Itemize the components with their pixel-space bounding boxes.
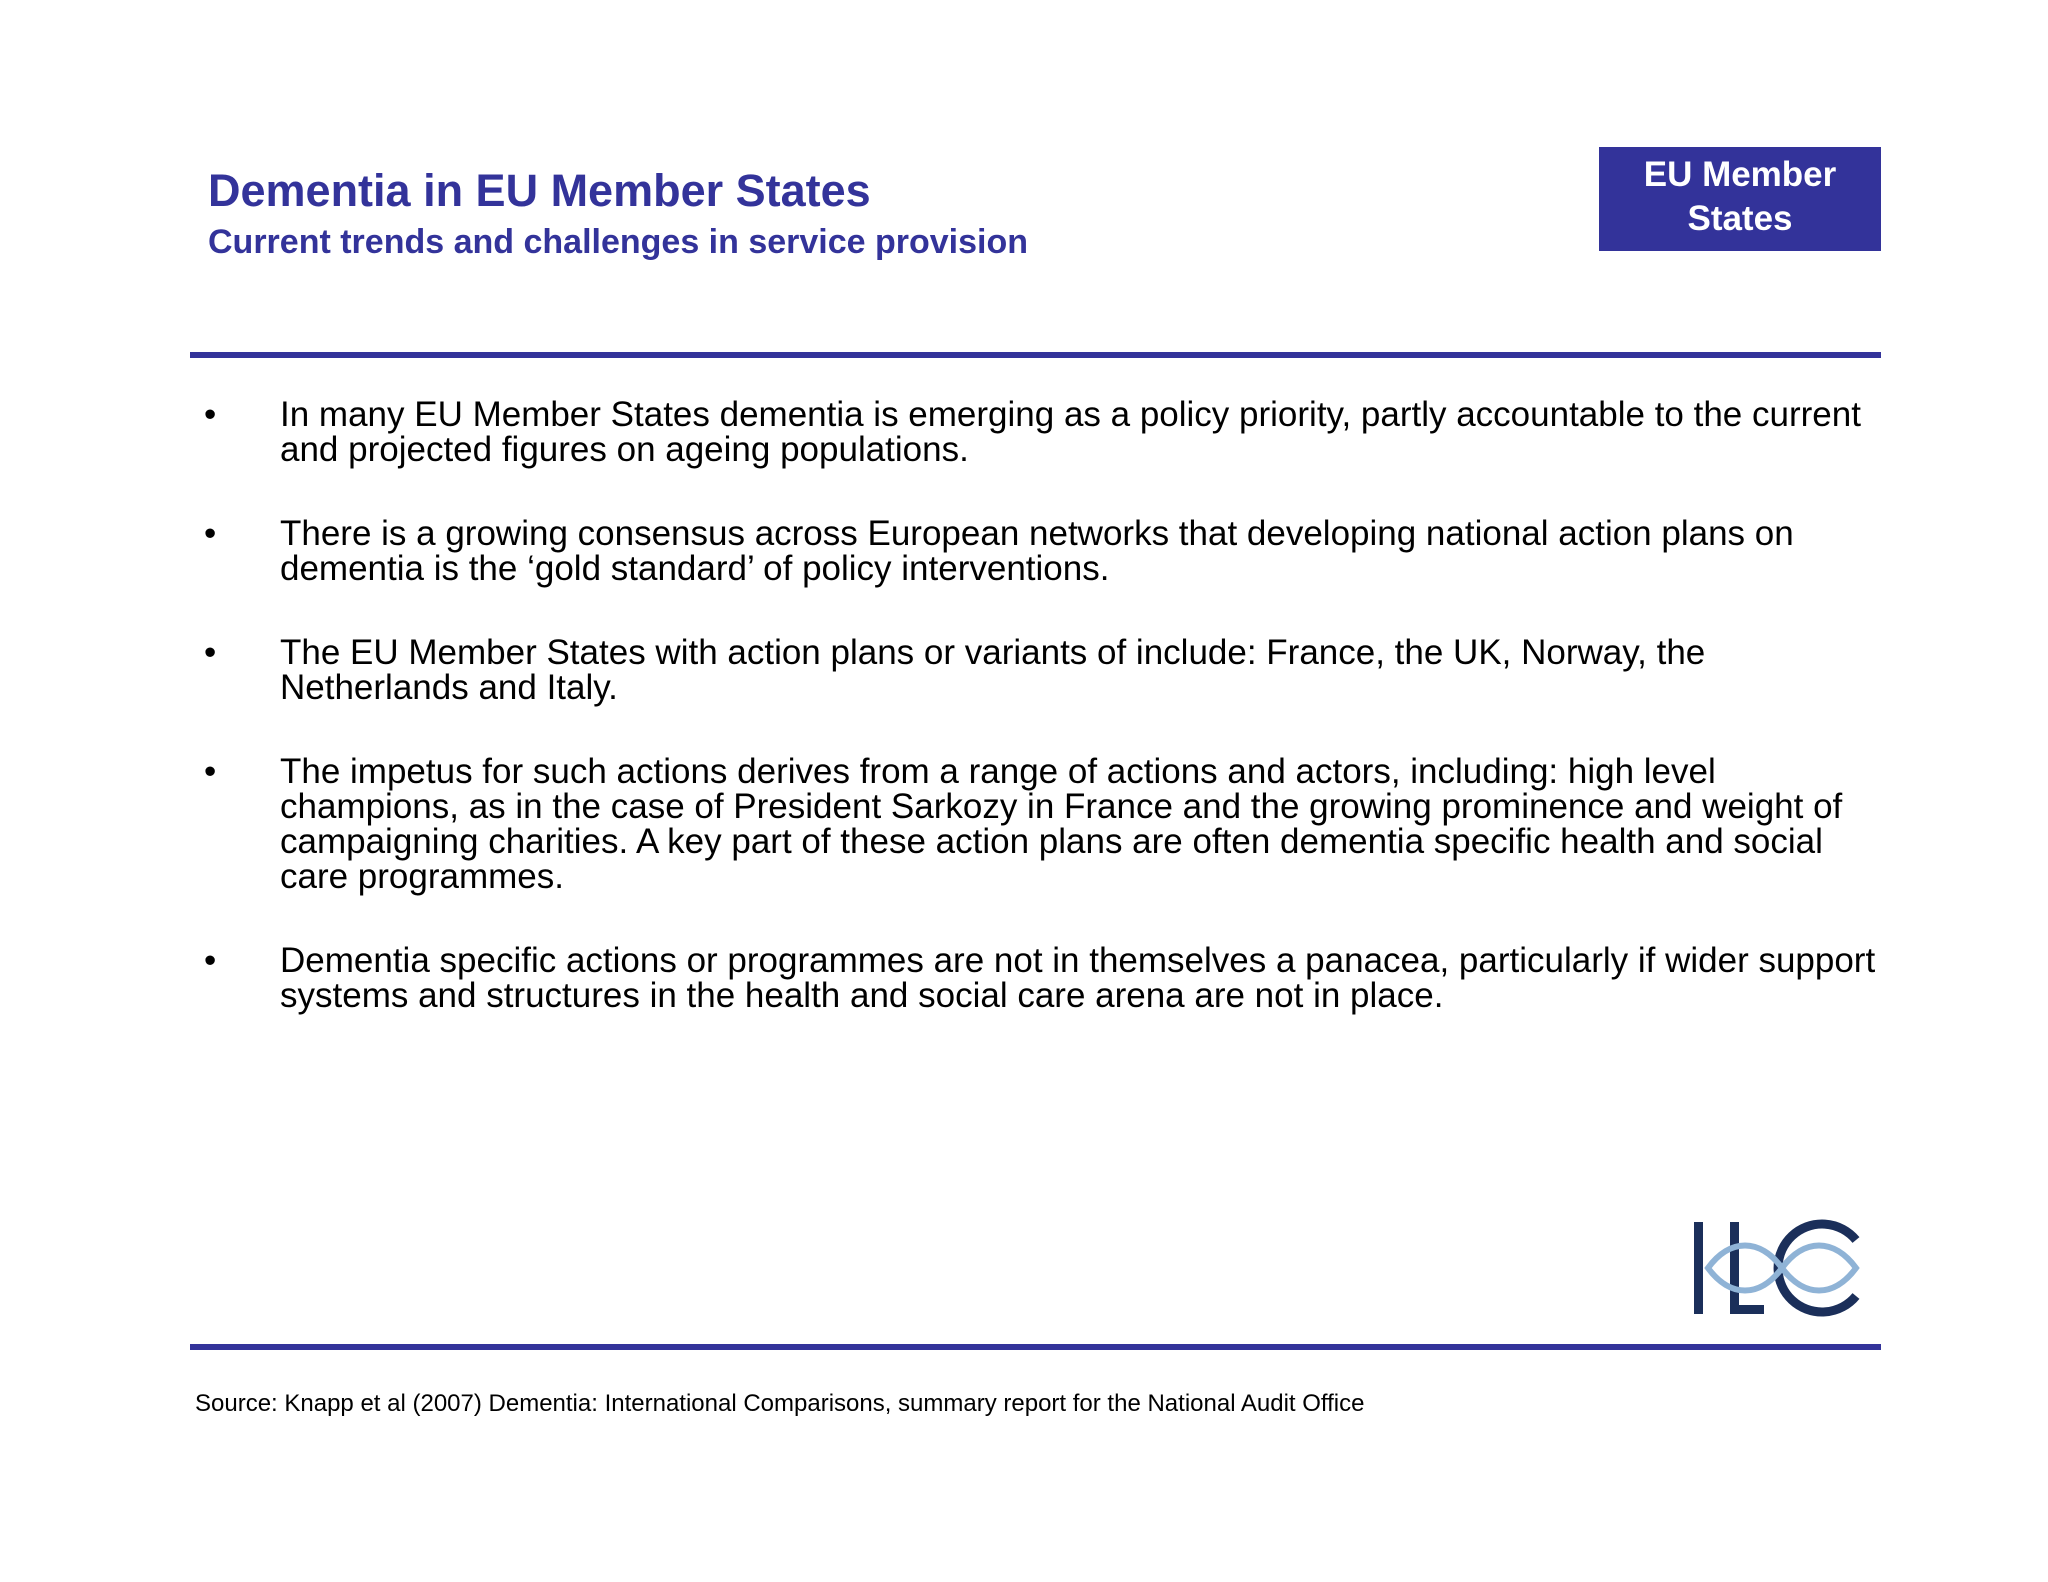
top-divider bbox=[190, 352, 1881, 358]
section-badge-line-1: EU Member bbox=[1643, 155, 1837, 194]
section-badge-line-2: States bbox=[1687, 199, 1793, 238]
bullet-text: In many EU Member States dementia is emerging as a policy priority, partly accountable to the current and projected figures on ageing populations. bbox=[280, 395, 1861, 469]
bullet-text: The EU Member States with action plans or variants of include: France, the UK, Norway, the Netherlands and Italy. bbox=[280, 633, 1706, 707]
ilc-logo-icon bbox=[1690, 1216, 1862, 1318]
bullet-text: Dementia specific actions or programmes are not in themselves a panacea, particularly if wider support systems and structures in the health and social care arena are not in place. bbox=[280, 941, 1876, 1015]
bullet-item bbox=[0, 754, 2048, 894]
bottom-divider bbox=[190, 1344, 1881, 1350]
bullet-item bbox=[0, 397, 2048, 467]
slide-subtitle: Current trends and challenges in service provision bbox=[208, 223, 1029, 261]
bullet-item bbox=[0, 516, 2048, 586]
bullet-item bbox=[0, 635, 2048, 705]
bullet-text: The impetus for such actions derives from a range of actions and actors, including: high level champions, as in the case of President Sarkozy in France and the growing prominence and weight of campaigning charities. A key part of these action plans are often dementia specific health and social care programmes. bbox=[280, 752, 1843, 896]
section-badge bbox=[1599, 147, 1881, 251]
bullet-list bbox=[0, 397, 2048, 1062]
bullet-marker: • bbox=[204, 752, 217, 791]
bullet-marker: • bbox=[204, 941, 217, 980]
bullet-item bbox=[0, 943, 2048, 1013]
bullet-text: There is a growing consensus across European networks that developing national action plans on dementia is the ‘gold standard’ of policy interventions. bbox=[280, 514, 1794, 588]
source-citation: Source: Knapp et al (2007) Dementia: International Comparisons, summary report for the National Audit Office bbox=[195, 1390, 1365, 1417]
bullet-marker: • bbox=[204, 633, 217, 672]
slide-title: Dementia in EU Member States bbox=[208, 165, 871, 216]
bullet-marker: • bbox=[204, 395, 217, 434]
bullet-marker: • bbox=[204, 514, 217, 553]
